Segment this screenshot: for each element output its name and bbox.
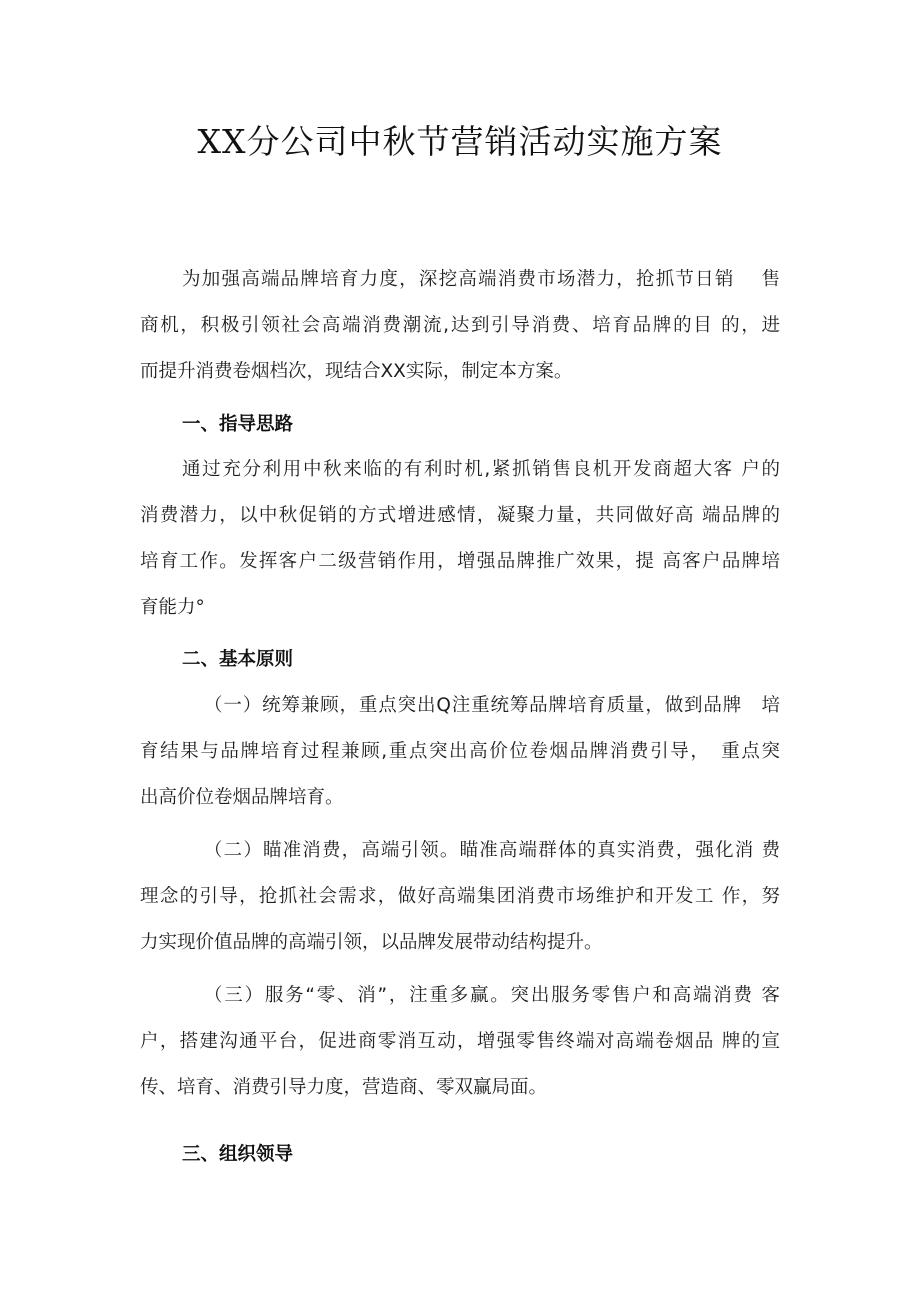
principle-item-1 (140, 683, 780, 821)
guiding-ideas-paragraph (140, 447, 780, 631)
paragraph-line: 育能力° (140, 597, 205, 618)
principle-item-3 (140, 973, 780, 1111)
paragraph-line: 培育工作。发挥客户二级营销作用，增强品牌推广效果，提 高客户品牌培 (140, 551, 780, 572)
paragraph-line: 出高价位卷烟品牌培育。 (140, 787, 344, 808)
paragraph-line: 消费潜力，以中秋促销的方式增进感情，凝聚力量，共同做好高 端品牌的 (140, 505, 780, 526)
paragraph-line: 育结果与品牌培育过程兼顾,重点突出高价位卷烟品牌消费引导， 重点突 (140, 741, 780, 762)
paragraph-line: 商机，积极引领社会高端消费潮流,达到引导消费、培育品牌的目 的，进 (140, 315, 780, 336)
paragraph-line: （二）瞄准消费，高端引领。瞄准高端群体的真实消费，强化消 费 (204, 840, 780, 861)
paragraph-line: （一）统筹兼顾，重点突出Q注重统筹品牌培育质量，做到品牌 培 (204, 695, 780, 716)
paragraph-line: 为加强高端品牌培育力度，深挖高端消费市场潜力，抢抓节日销 售 (182, 269, 780, 290)
paragraph-line: 通过充分利用中秋来临的有利时机,紧抓销售良机开发商超大客 户的 (182, 459, 780, 480)
paragraph-line: （三）服务“零、消”，注重多赢。突出服务零售户和高端消费 客 (204, 985, 780, 1006)
paragraph-line: 理念的引导，抢抓社会需求，做好高端集团消费市场维护和开发工 作，努 (140, 886, 780, 907)
paragraph-line: 传、培育、消费引导力度，营造商、零双赢局面。 (140, 1077, 548, 1098)
intro-paragraph (140, 257, 780, 395)
document-title: XX分公司中秋节营销活动实施方案 (197, 122, 723, 161)
section-heading-guiding-ideas: 一、指导思路 (182, 414, 294, 435)
paragraph-line: 户，搭建沟通平台，促进商零消互动，增强零售终端对高端卷烟品 牌的宣 (140, 1031, 780, 1052)
paragraph-line: 力实现价值品牌的高端引领，以品牌发展带动结构提升。 (140, 932, 603, 953)
section-heading-organization: 三、组织领导 (182, 1144, 294, 1165)
paragraph-line: 而提升消费卷烟档次，现结合XX实际，制定本方案。 (140, 361, 573, 382)
section-heading-basic-principles: 二、基本原则 (182, 649, 294, 670)
principle-item-2 (140, 828, 780, 966)
